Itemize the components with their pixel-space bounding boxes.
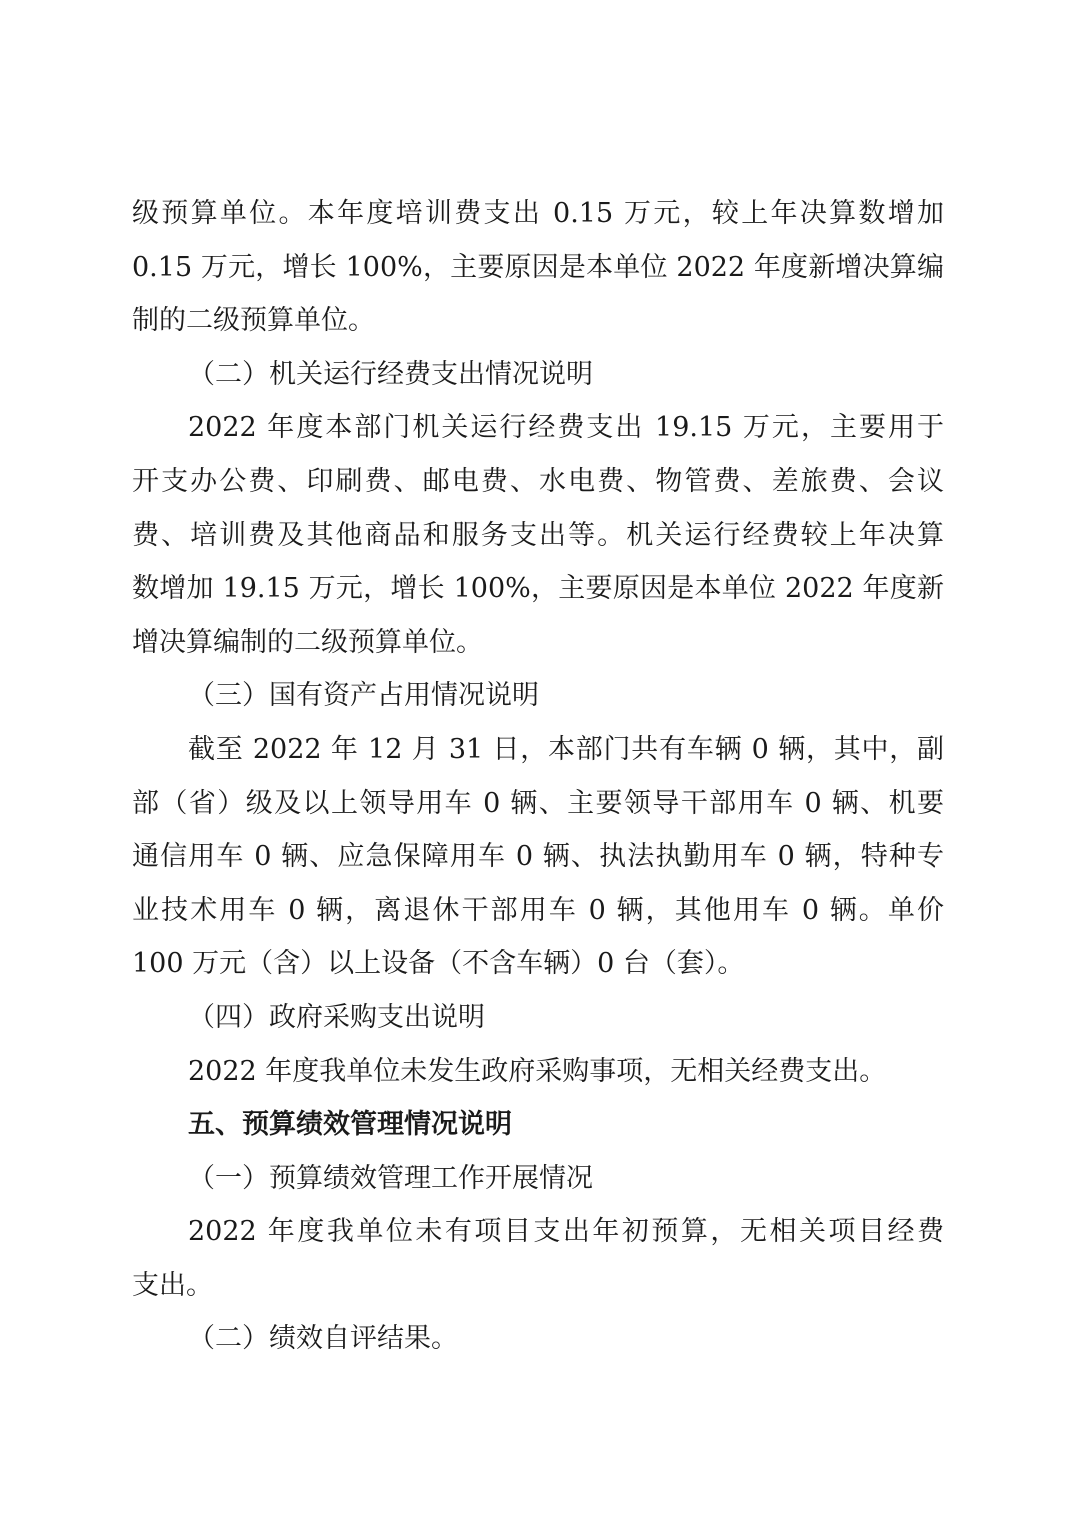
paragraph-line: 数增加 19.15 万元，增长 100%，主要原因是本单位 2022 年度新 xyxy=(132,573,944,605)
paragraph-line: 业技术用车 0 辆，离退休干部用车 0 辆，其他用车 0 辆。单价 xyxy=(132,894,944,926)
subsection-heading: （四）政府采购支出说明 xyxy=(188,1001,485,1033)
subsection-heading: （二）机关运行经费支出情况说明 xyxy=(188,358,593,390)
paragraph-line: 支出。 xyxy=(132,1269,213,1301)
paragraph-line: 2022 年度本部门机关运行经费支出 19.15 万元，主要用于 xyxy=(188,412,944,444)
subsection-heading: （二）绩效自评结果。 xyxy=(188,1323,458,1355)
paragraph-line: 制的二级预算单位。 xyxy=(132,305,375,337)
paragraph-line: 0.15 万元，增长 100%，主要原因是本单位 2022 年度新增决算编 xyxy=(132,251,944,283)
paragraph-line: 截至 2022 年 12 月 31 日，本部门共有车辆 0 辆，其中，副 xyxy=(188,733,944,765)
paragraph-line: 100 万元（含）以上设备（不含车辆）0 台（套）。 xyxy=(132,948,745,980)
paragraph-line: 通信用车 0 辆、应急保障用车 0 辆、执法执勤用车 0 辆，特种专 xyxy=(132,841,944,873)
subsection-heading: （三）国有资产占用情况说明 xyxy=(188,680,539,712)
paragraph-line: 部（省）级及以上领导用车 0 辆、主要领导干部用车 0 辆、机要 xyxy=(132,787,944,819)
paragraph-line: 2022 年度我单位未发生政府采购事项，无相关经费支出。 xyxy=(188,1055,887,1087)
document-page xyxy=(132,187,944,1366)
paragraph-line: 级预算单位。本年度培训费支出 0.15 万元，较上年决算数增加 xyxy=(132,198,944,229)
paragraph-line: 开支办公费、印刷费、邮电费、水电费、物管费、差旅费、会议 xyxy=(132,465,944,497)
section-heading: 五、预算绩效管理情况说明 xyxy=(188,1109,512,1141)
paragraph-line: 增决算编制的二级预算单位。 xyxy=(132,626,483,658)
paragraph-line: 2022 年度我单位未有项目支出年初预算，无相关项目经费 xyxy=(188,1216,944,1248)
subsection-heading: （一）预算绩效管理工作开展情况 xyxy=(188,1162,593,1194)
paragraph-line: 费、培训费及其他商品和服务支出等。机关运行经费较上年决算 xyxy=(132,519,944,551)
